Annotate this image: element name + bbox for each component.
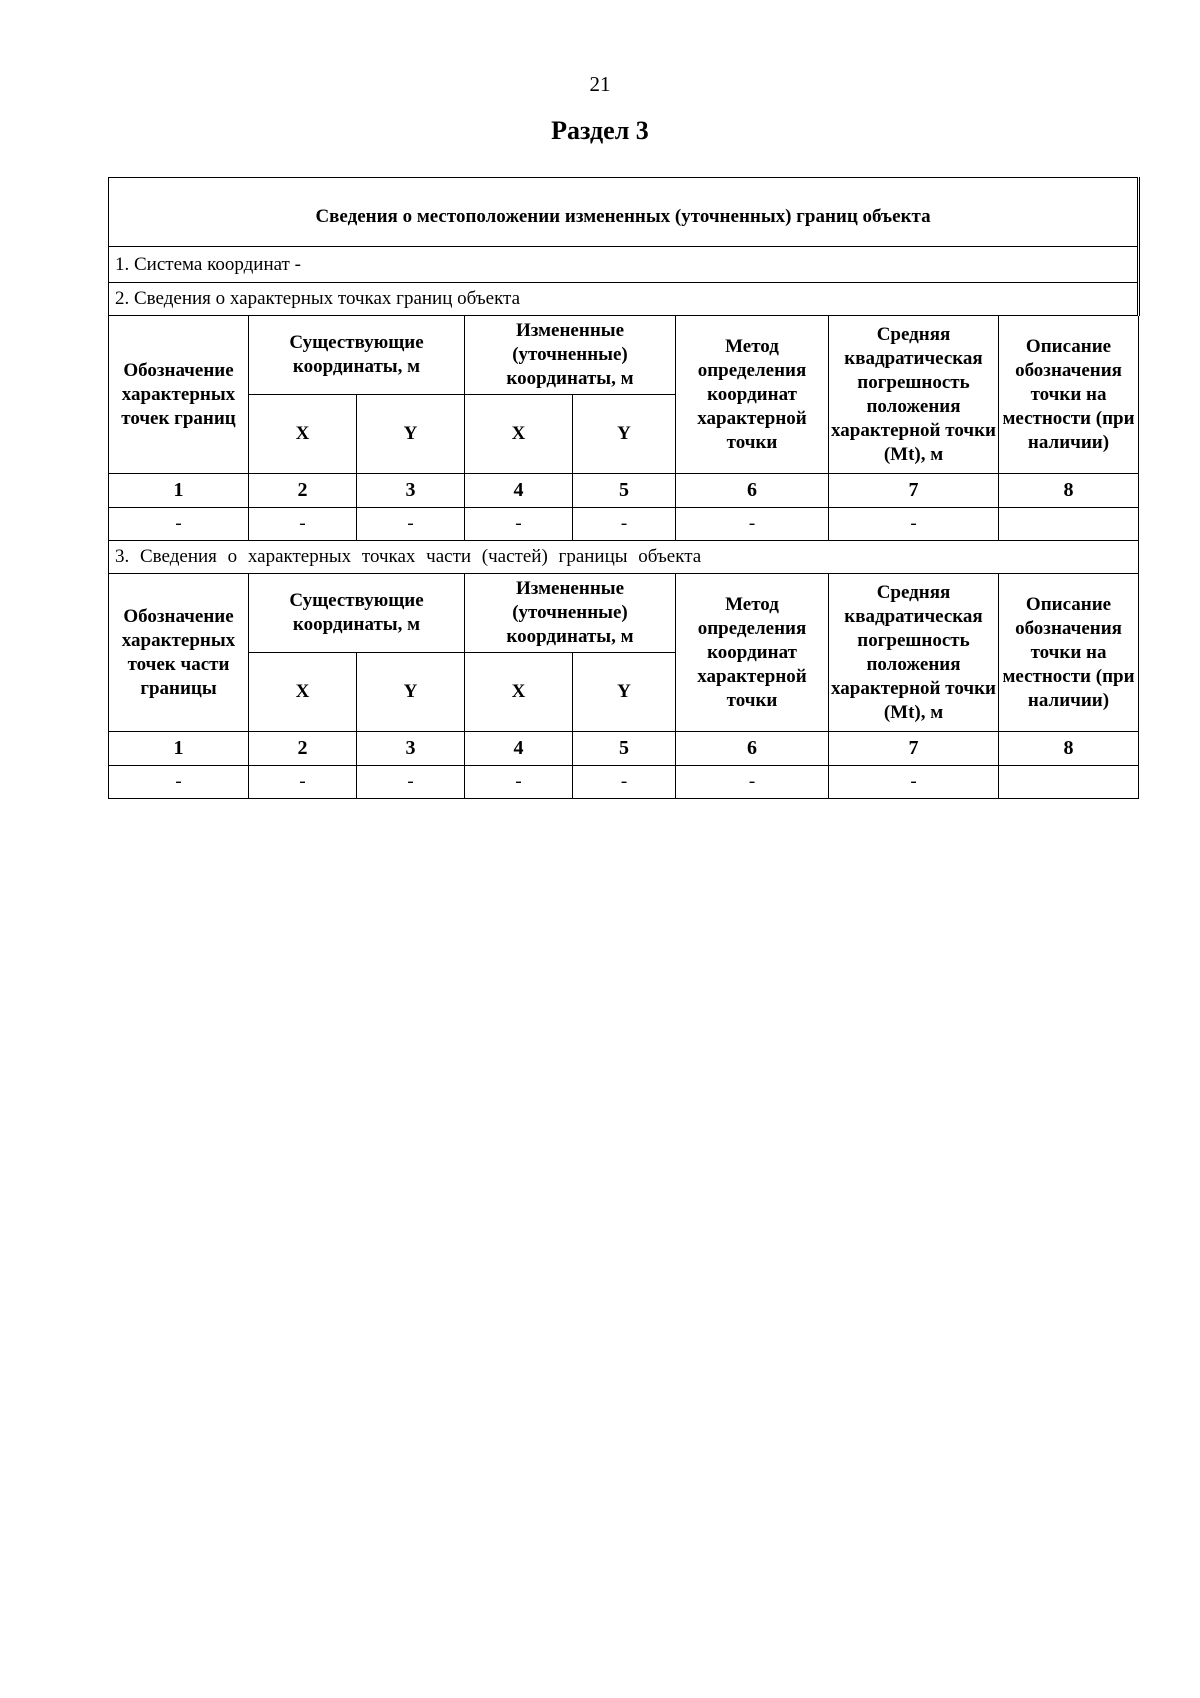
header-y-existing: Y <box>357 395 465 474</box>
table-caption: Сведения о местоположении измененных (уточненных) границ объекта <box>109 178 1139 247</box>
table-cell: - <box>465 766 573 799</box>
table-cell <box>999 508 1139 541</box>
column-number: 4 <box>465 732 573 766</box>
column-number: 8 <box>999 474 1139 508</box>
column-number: 7 <box>829 732 999 766</box>
header-changed-coords: Измененные (уточненные) координаты, м <box>465 316 676 395</box>
part2-header-row-top <box>109 316 1139 395</box>
header-x-existing: X <box>249 395 357 474</box>
header-changed-coords: Измененные (уточненные) координаты, м <box>465 574 676 653</box>
header-method: Метод определения координат характерной точки <box>676 316 829 474</box>
column-number: 2 <box>249 474 357 508</box>
table-cell: - <box>573 766 676 799</box>
header-error: Средняя квадратическая погрешность положения характерной точки (Mt), м <box>829 574 999 732</box>
header-description: Описание обозначения точки на местности (при наличии) <box>999 574 1139 732</box>
table-cell: - <box>357 508 465 541</box>
coord-system-label: 1. Система координат - <box>109 247 1139 283</box>
header-existing-coords: Существующие координаты, м <box>249 574 465 653</box>
header-existing-coords: Существующие координаты, м <box>249 316 465 395</box>
table-cell: - <box>573 508 676 541</box>
part3-title-row <box>109 541 1139 574</box>
header-method: Метод определения координат характерной точки <box>676 574 829 732</box>
header-x-changed: X <box>465 395 573 474</box>
header-description: Описание обозначения точки на местности (при наличии) <box>999 316 1139 474</box>
page-number: 21 <box>589 72 611 96</box>
column-number: 8 <box>999 732 1139 766</box>
table-cell: - <box>676 766 829 799</box>
header-y-changed: Y <box>573 653 676 732</box>
column-number: 4 <box>465 474 573 508</box>
column-number: 6 <box>676 732 829 766</box>
header-y-existing: Y <box>357 653 465 732</box>
coord-system-row <box>109 247 1139 283</box>
column-number: 1 <box>109 474 249 508</box>
part3-header-row-top <box>109 574 1139 653</box>
table-cell: - <box>829 766 999 799</box>
column-number: 2 <box>249 732 357 766</box>
header-y-changed: Y <box>573 395 676 474</box>
column-number: 3 <box>357 474 465 508</box>
header-error: Средняя квадратическая погрешность положения характерной точки (Mt), м <box>829 316 999 474</box>
part2-number-row <box>109 474 1139 508</box>
table-cell: - <box>829 508 999 541</box>
table-cell: - <box>357 766 465 799</box>
part2-title-row <box>109 283 1139 316</box>
table-cell: - <box>465 508 573 541</box>
section-title: Раздел 3 <box>551 116 649 145</box>
column-number: 3 <box>357 732 465 766</box>
column-number: 1 <box>109 732 249 766</box>
table-cell: - <box>109 766 249 799</box>
part3-title: 3. Сведения о характерных точках части (частей) границы объекта <box>109 541 1139 574</box>
part2-data-row <box>109 508 1139 541</box>
table-cell: - <box>109 508 249 541</box>
boundary-table <box>108 177 1140 799</box>
part2-title: 2. Сведения о характерных точках границ объекта <box>109 283 1139 316</box>
column-number: 5 <box>573 732 676 766</box>
table-cell: - <box>249 508 357 541</box>
table-cell: - <box>676 508 829 541</box>
boundary-table-frame <box>108 177 1138 799</box>
header-x-existing: X <box>249 653 357 732</box>
column-number: 5 <box>573 474 676 508</box>
header-designation: Обозначение характерных точек части границы <box>109 574 249 732</box>
header-designation: Обозначение характерных точек границ <box>109 316 249 474</box>
table-cell <box>999 766 1139 799</box>
column-number: 7 <box>829 474 999 508</box>
column-number: 6 <box>676 474 829 508</box>
header-x-changed: X <box>465 653 573 732</box>
part3-number-row <box>109 732 1139 766</box>
table-cell: - <box>249 766 357 799</box>
part3-data-row <box>109 766 1139 799</box>
caption-row <box>109 178 1139 247</box>
